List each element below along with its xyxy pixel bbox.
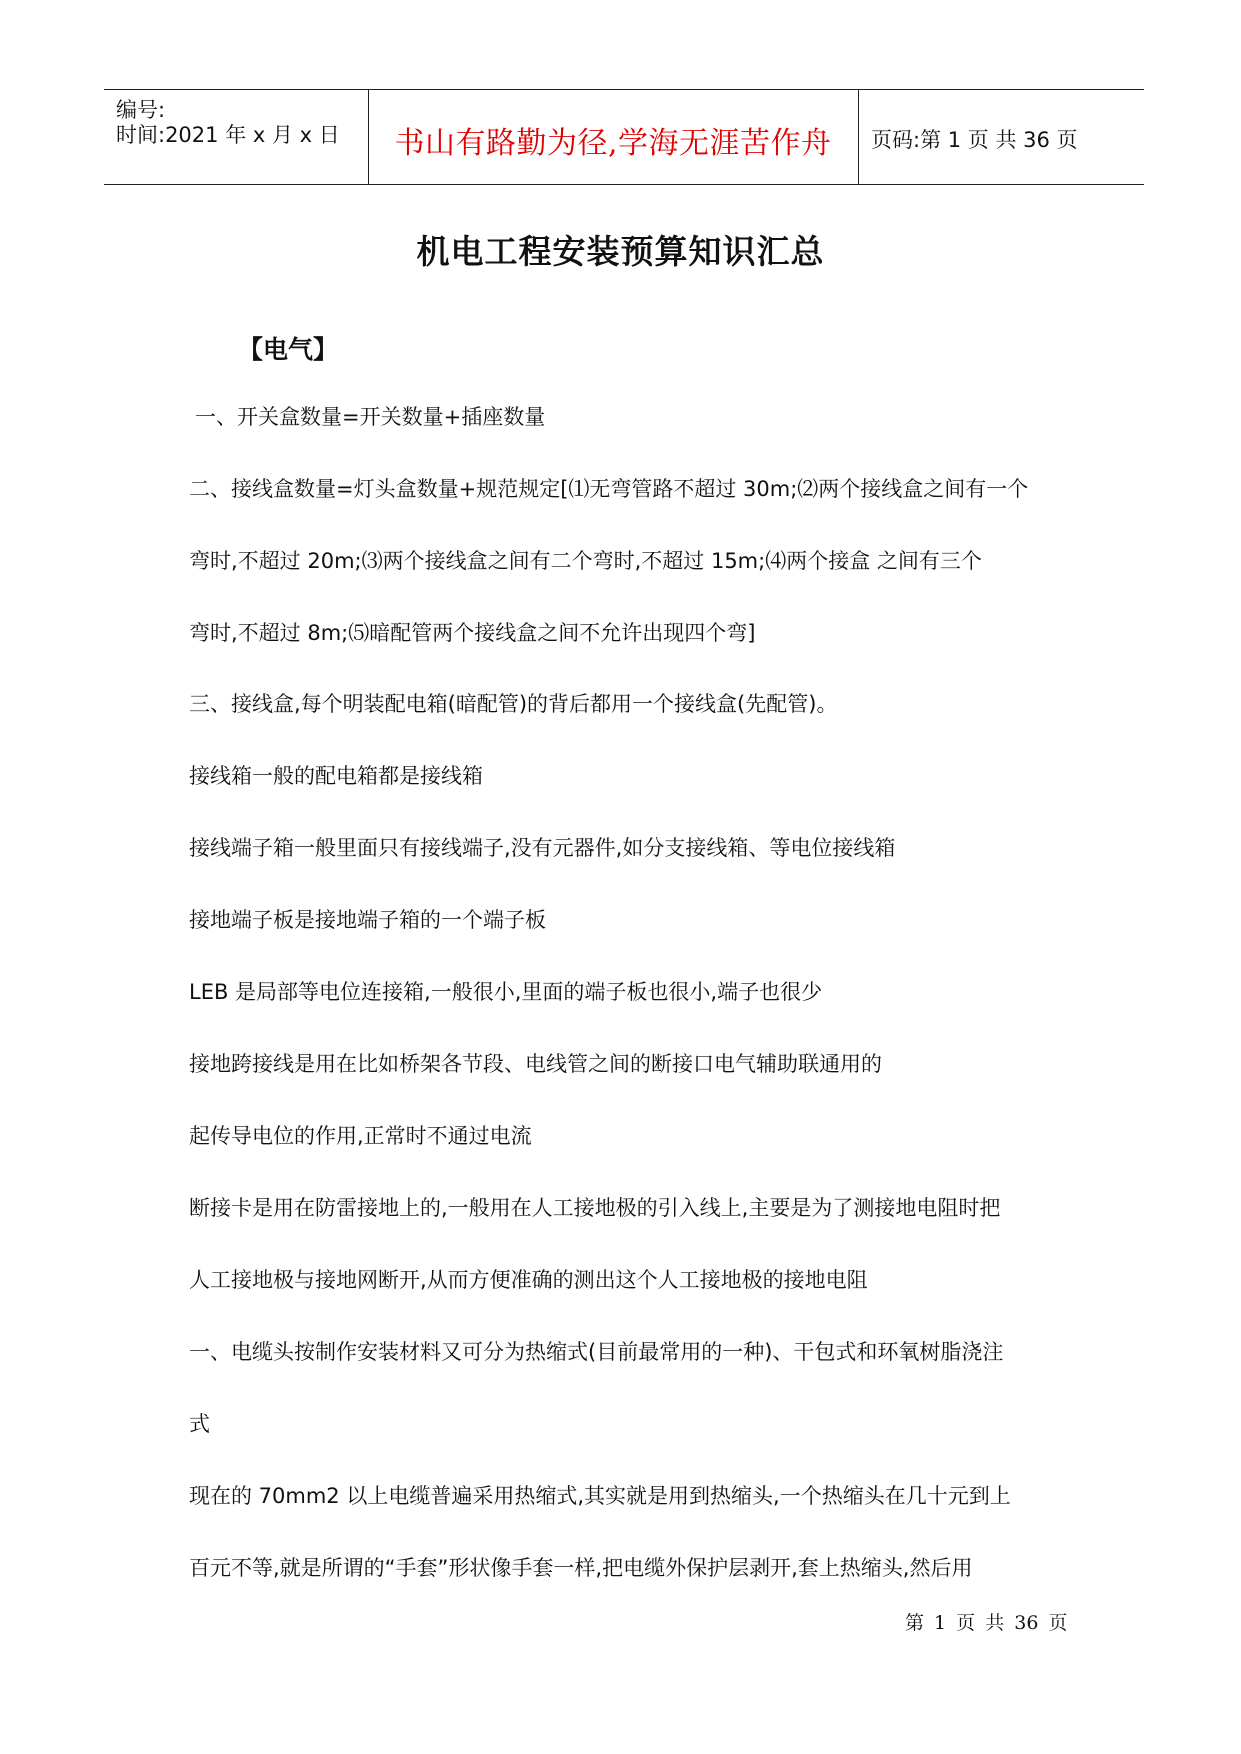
paragraph-line: 一、开关盒数量=开关数量+插座数量: [195, 405, 546, 429]
paragraph-line: 接地端子板是接地端子箱的一个端子板: [189, 908, 546, 932]
header-page-cell: [859, 90, 1144, 184]
paragraph-line: 接线箱一般的配电箱都是接线箱: [189, 764, 483, 788]
paragraph-line: 式: [189, 1412, 210, 1436]
paragraph-line: 现在的 70mm2 以上电缆普遍采用热缩式,其实就是用到热缩头,一个热缩头在几十元到上: [189, 1484, 1011, 1508]
paragraph-line: 接地跨接线是用在比如桥架各节段、电线管之间的断接口电气辅助联通用的: [189, 1052, 882, 1076]
header-motto-cell: [368, 90, 859, 184]
paragraph-line: 断接卡是用在防雷接地上的,一般用在人工接地极的引入线上,主要是为了测接地电阻时把: [189, 1196, 1001, 1220]
document-time-label: 时间:2021 年 x 月 x 日: [116, 123, 340, 147]
paragraph-line: 起传导电位的作用,正常时不通过电流: [189, 1124, 532, 1148]
paragraph-line: 接线端子箱一般里面只有接线端子,没有元器件,如分支接线箱、等电位接线箱: [189, 836, 896, 860]
paragraph-line: 三、接线盒,每个明装配电箱(暗配管)的背后都用一个接线盒(先配管)。: [189, 692, 838, 716]
document-title: 机电工程安装预算知识汇总: [416, 232, 825, 271]
paragraph-line: 二、接线盒数量=灯头盒数量+规范规定[⑴无弯管路不超过 30m;⑵两个接线盒之间有一个: [189, 477, 1029, 501]
footer-page-number: 第 1 页 共 36 页: [905, 1612, 1068, 1634]
paragraph-line: 弯时,不超过 20m;⑶两个接线盒之间有二个弯时,不超过 15m;⑷两个接盒 之间有三个: [189, 549, 982, 573]
header-motto: 书山有路勤为径,学海无涯苦作舟: [394, 126, 832, 161]
document-number-label: 编号:: [116, 98, 166, 122]
paragraph-line: 一、电缆头按制作安装材料又可分为热缩式(目前最常用的一种)、干包式和环氧树脂浇注: [189, 1340, 1004, 1364]
header-table: [104, 89, 1144, 185]
paragraph-line: LEB 是局部等电位连接箱,一般很小,里面的端子板也很小,端子也很少: [189, 980, 823, 1004]
paragraph-line: 弯时,不超过 8m;⑸暗配管两个接线盒之间不允许出现四个弯]: [189, 621, 756, 645]
section-heading: 【电气】: [238, 335, 339, 364]
header-page-label: 页码:第 1 页 共 36 页: [871, 128, 1078, 152]
paragraph-line: 人工接地极与接地网断开,从而方便准确的测出这个人工接地极的接地电阻: [189, 1268, 868, 1292]
paragraph-line: 百元不等,就是所谓的“手套”形状像手套一样,把电缆外保护层剥开,套上热缩头,然后用: [189, 1556, 973, 1580]
header-info-cell: [104, 90, 369, 184]
